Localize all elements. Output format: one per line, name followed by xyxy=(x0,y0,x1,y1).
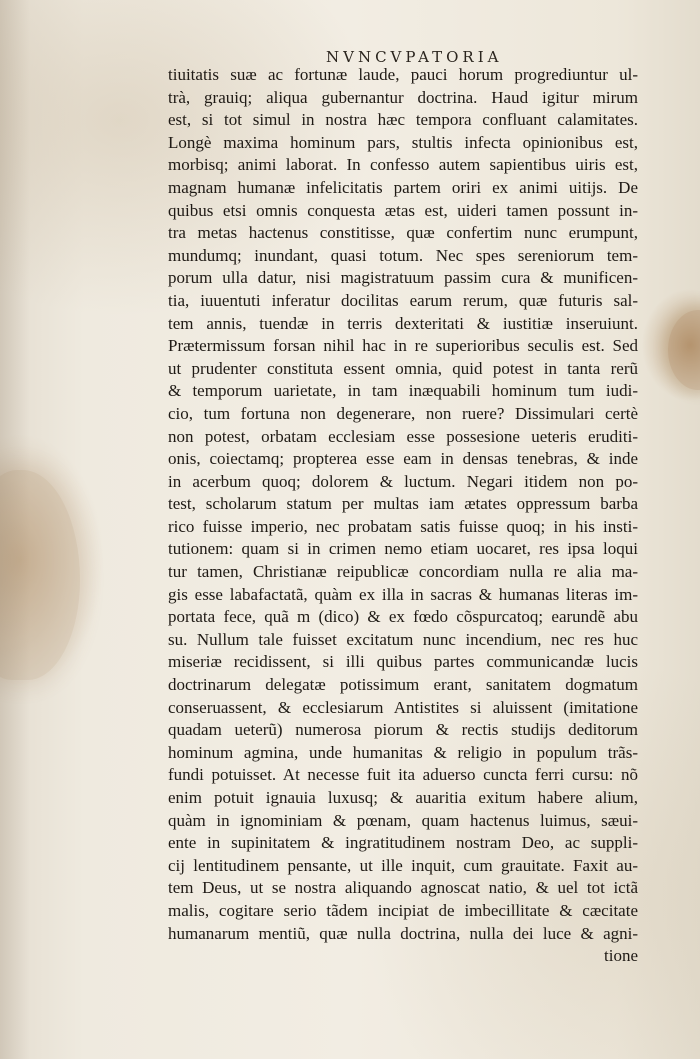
text-line: tem annis, tuendæ in terris dexteritati & iustitiæ inseruiunt. xyxy=(168,313,638,333)
running-head: NVNCVPATORIA xyxy=(326,48,503,66)
text-line: quibus etsi omnis conquesta ætas est, uideri tamen possunt in- xyxy=(168,200,638,220)
text-line: morbisq; animi laborat. In confesso autem sapientibus uiris est, xyxy=(168,155,638,175)
text-line: malis, cogitare serio tãdem incipiat de imbecillitate & cæcitate xyxy=(168,900,638,920)
text-line: & temporum uarietate, in tam inæquabili hominum tum iudi- xyxy=(168,381,638,401)
text-line: su. Nullum tale fuisset excitatum nunc incendium, nec res huc xyxy=(168,629,638,649)
text-line: portata fece, quã m (dico) & ex fœdo cõspurcatoq; earundẽ abu xyxy=(168,607,638,627)
text-line: tia, iuuentuti inferatur docilitas earum rerum, quæ futuris sal- xyxy=(168,290,638,310)
water-stain-left xyxy=(0,470,80,680)
text-line: in acerbum quoq; dolorem & luctum. Negari itidem non po- xyxy=(168,471,638,491)
text-line: fundi potuisset. At necesse fuit ita aduerso cuncta ferri cursu: nõ xyxy=(168,765,638,785)
text-line: onis, coiectamq; propterea esse eam in densas tenebras, & inde xyxy=(168,449,638,469)
text-line: Longè maxima hominum pars, stultis infecta opinionibus est, xyxy=(168,132,638,152)
water-stain-right xyxy=(668,310,700,390)
text-line: porum ulla datur, nisi magistratuum passim cura & munificen- xyxy=(168,268,638,288)
text-line: non potest, orbatam ecclesiam esse possesione ueteris eruditi- xyxy=(168,426,638,446)
text-line: quàm in ignominiam & pœnam, quam hactenus luimus, sæui- xyxy=(168,810,638,830)
text-line: hominum agmina, unde humanitas & religio in populum trãs- xyxy=(168,742,638,762)
text-line: cij lentitudinem pensante, ut ille inquit, cum grauitate. Faxit au- xyxy=(168,855,638,875)
text-line: doctrinarum delegatæ potissimum erant, sanitatem dogmatum xyxy=(168,675,638,695)
text-line-catchword: tione xyxy=(604,946,638,966)
text-line: tur tamen, Christianæ reipublicæ concordiam nulla re alia ma- xyxy=(168,562,638,582)
text-line: tem Deus, ut se nostra aliquando agnoscat natio, & uel tot ictã xyxy=(168,878,638,898)
text-line: magnam humanæ infelicitatis partem oriri ex animi uitijs. De xyxy=(168,177,638,197)
text-line: miseriæ recidissent, si illi quibus partes communicandæ lucis xyxy=(168,652,638,672)
text-line: humanarum mentiũ, quæ nulla doctrina, nulla dei luce & agni- xyxy=(168,923,638,943)
text-line: ut prudenter constituta essent omnia, quid potest in tanta rerũ xyxy=(168,358,638,378)
text-line: Prætermissum forsan nihil hac in re superioribus seculis est. Sed xyxy=(168,336,638,356)
text-line: trà, grauiq; aliqua gubernantur doctrina. Haud igitur mirum xyxy=(168,87,638,107)
text-line: tutionem: quam si in crimen nemo etiam uocaret, res ipsa loqui xyxy=(168,539,638,559)
text-line: quadam ueterũ) numerosa piorum & rectis studijs deditorum xyxy=(168,720,638,740)
text-line: test, scholarum statum per multas iam ætates oppressum barba xyxy=(168,494,638,514)
body-text xyxy=(168,64,638,968)
text-line: tiuitatis suæ ac fortunæ laude, pauci horum progrediuntur ul- xyxy=(168,65,638,84)
text-line: conseruassent, & ecclesiarum Antistites si aluissent (imitatione xyxy=(168,697,638,717)
text-line: est, si tot simul in nostra hæc tempora confluant calamitates. xyxy=(168,110,638,130)
text-line: cio, tum fortuna non degenerare, non ruere? Dissimulari certè xyxy=(168,403,638,423)
text-line: gis esse labafactatã, quàm ex illa in sacras & humanas literas im- xyxy=(168,584,638,604)
text-line: ente in supinitatem & ingratitudinem nostram Deo, ac suppli- xyxy=(168,833,638,853)
text-line: rico fuisse imperio, nec probatam satis fuisse quoq; in his insti- xyxy=(168,516,638,536)
text-line: enim potuit ignauia luxusq; & auaritia exitum habere alium, xyxy=(168,788,638,807)
text-line: tra metas hactenus constitisse, quæ confertim nunc erumpunt, xyxy=(168,223,638,243)
text-line: mundumq; inundant, quasi totum. Nec spes sereniorum tem- xyxy=(168,245,638,265)
